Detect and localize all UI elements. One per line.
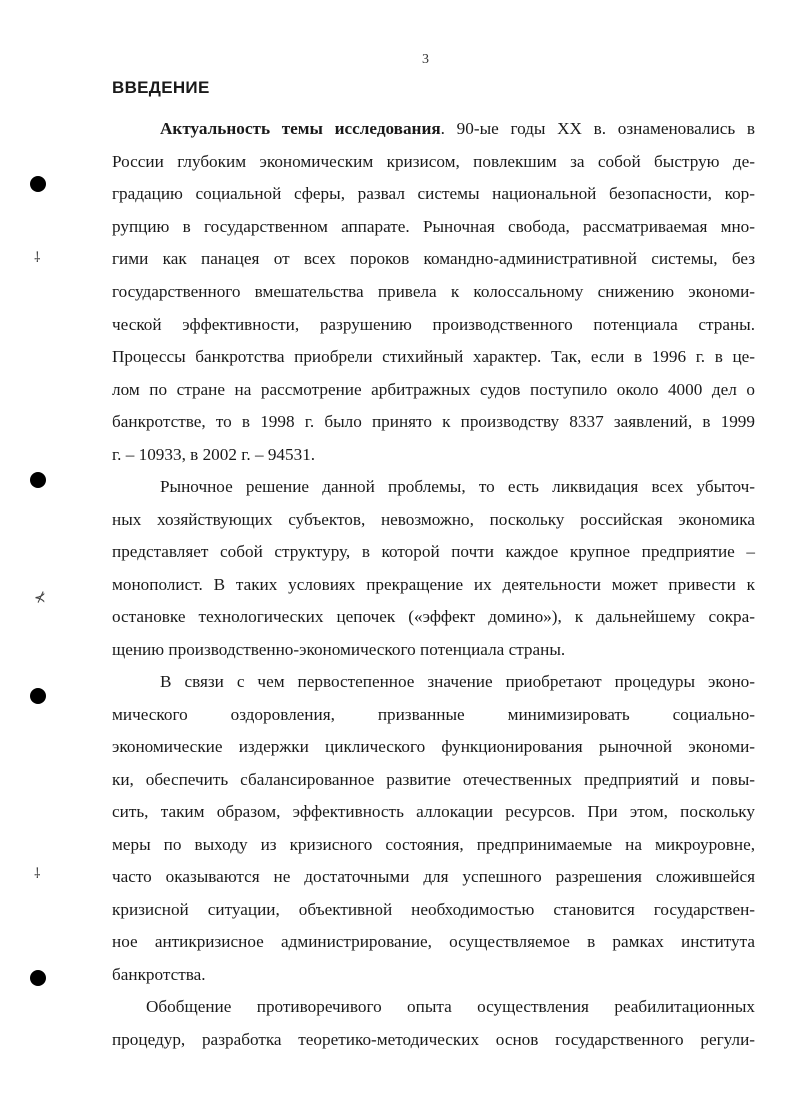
text-line: государственного вмешательства привела к колоссальному снижению экономи- bbox=[112, 282, 755, 301]
section-heading: ВВЕДЕНИЕ bbox=[112, 78, 210, 97]
text-line: меры по выходу из кризисного состояния, предпринимаемые на микроуровне, bbox=[112, 835, 755, 854]
page-number: 3 bbox=[422, 52, 429, 67]
text-line: ки, обеспечить сбалансированное развитие отечественных предприятий и повы- bbox=[112, 770, 755, 789]
text-line: лом по стране на рассмотрение арбитражных судов поступило около 4000 дел о bbox=[112, 380, 755, 399]
text-line: России глубоким экономическим кризисом, повлекшим за собой быструю де- bbox=[112, 152, 755, 171]
text-line: гими как панацея от всех пороков командно-административной системы, без bbox=[112, 249, 755, 268]
punch-hole bbox=[30, 970, 46, 986]
text-line: процедур, разработка теоретико-методических основ государственного регули- bbox=[112, 1030, 755, 1049]
punch-hole bbox=[30, 472, 46, 488]
text-line: г. – 10933, в 2002 г. – 94531. bbox=[112, 445, 316, 464]
bold-lead: Актуальность темы исследования bbox=[160, 119, 441, 138]
punch-hole bbox=[30, 688, 46, 704]
text-line: В связи с чем первостепенное значение приобретают процедуры эконо- bbox=[160, 672, 755, 691]
text-line: ное антикризисное администрирование, осуществляемое в рамках института bbox=[112, 932, 755, 951]
text-line: часто оказываются не достаточными для успешного разрешения сложившейся bbox=[112, 867, 755, 886]
text-line: сить, таким образом, эффективность аллокации ресурсов. При этом, поскольку bbox=[112, 802, 755, 821]
text-line: кризисной ситуации, объективной необходимостью становится государствен- bbox=[112, 900, 755, 919]
text-line: Актуальность темы исследования. 90-ые годы XX в. ознаменовались в bbox=[160, 119, 755, 138]
text-line: рупцию в государственном аппарате. Рыночная свобода, рассматриваемая мно- bbox=[112, 217, 755, 236]
text-line: ных хозяйствующих субъектов, невозможно, поскольку российская экономика bbox=[112, 510, 755, 529]
margin-mark: ⊀ bbox=[34, 590, 46, 606]
punch-hole bbox=[30, 176, 46, 192]
text-line: Обобщение противоречивого опыта осуществления реабилитационных bbox=[146, 997, 755, 1016]
text-line: экономические издержки циклического функционирования рыночной экономи- bbox=[112, 737, 755, 756]
margin-mark: ⸸ bbox=[34, 250, 41, 266]
text-line: градацию социальной сферы, развал системы национальной безопасности, кор- bbox=[112, 184, 755, 203]
text-line: Рыночное решение данной проблемы, то есть ликвидация всех убыточ- bbox=[160, 477, 755, 496]
text-line: банкротстве, то в 1998 г. было принято к производству 8337 заявлений, в 1999 bbox=[112, 412, 755, 431]
text-line: монополист. В таких условиях прекращение их деятельности может привести к bbox=[112, 575, 755, 594]
text-line: ческой эффективности, разрушению производственного потенциала страны. bbox=[112, 315, 755, 334]
text-line: остановке технологических цепочек («эффект домино»), к дальнейшему сокра- bbox=[112, 607, 755, 626]
text-line: банкротства. bbox=[112, 965, 206, 984]
text-line: Процессы банкротства приобрели стихийный характер. Так, если в 1996 г. в це- bbox=[112, 347, 755, 366]
text-line: щению производственно-экономического потенциала страны. bbox=[112, 640, 566, 659]
text-line: представляет собой структуру, в которой почти каждое крупное предприятие – bbox=[112, 542, 755, 561]
text-line: мического оздоровления, призванные минимизировать социально- bbox=[112, 705, 755, 724]
margin-mark: ⸸ bbox=[34, 866, 41, 882]
